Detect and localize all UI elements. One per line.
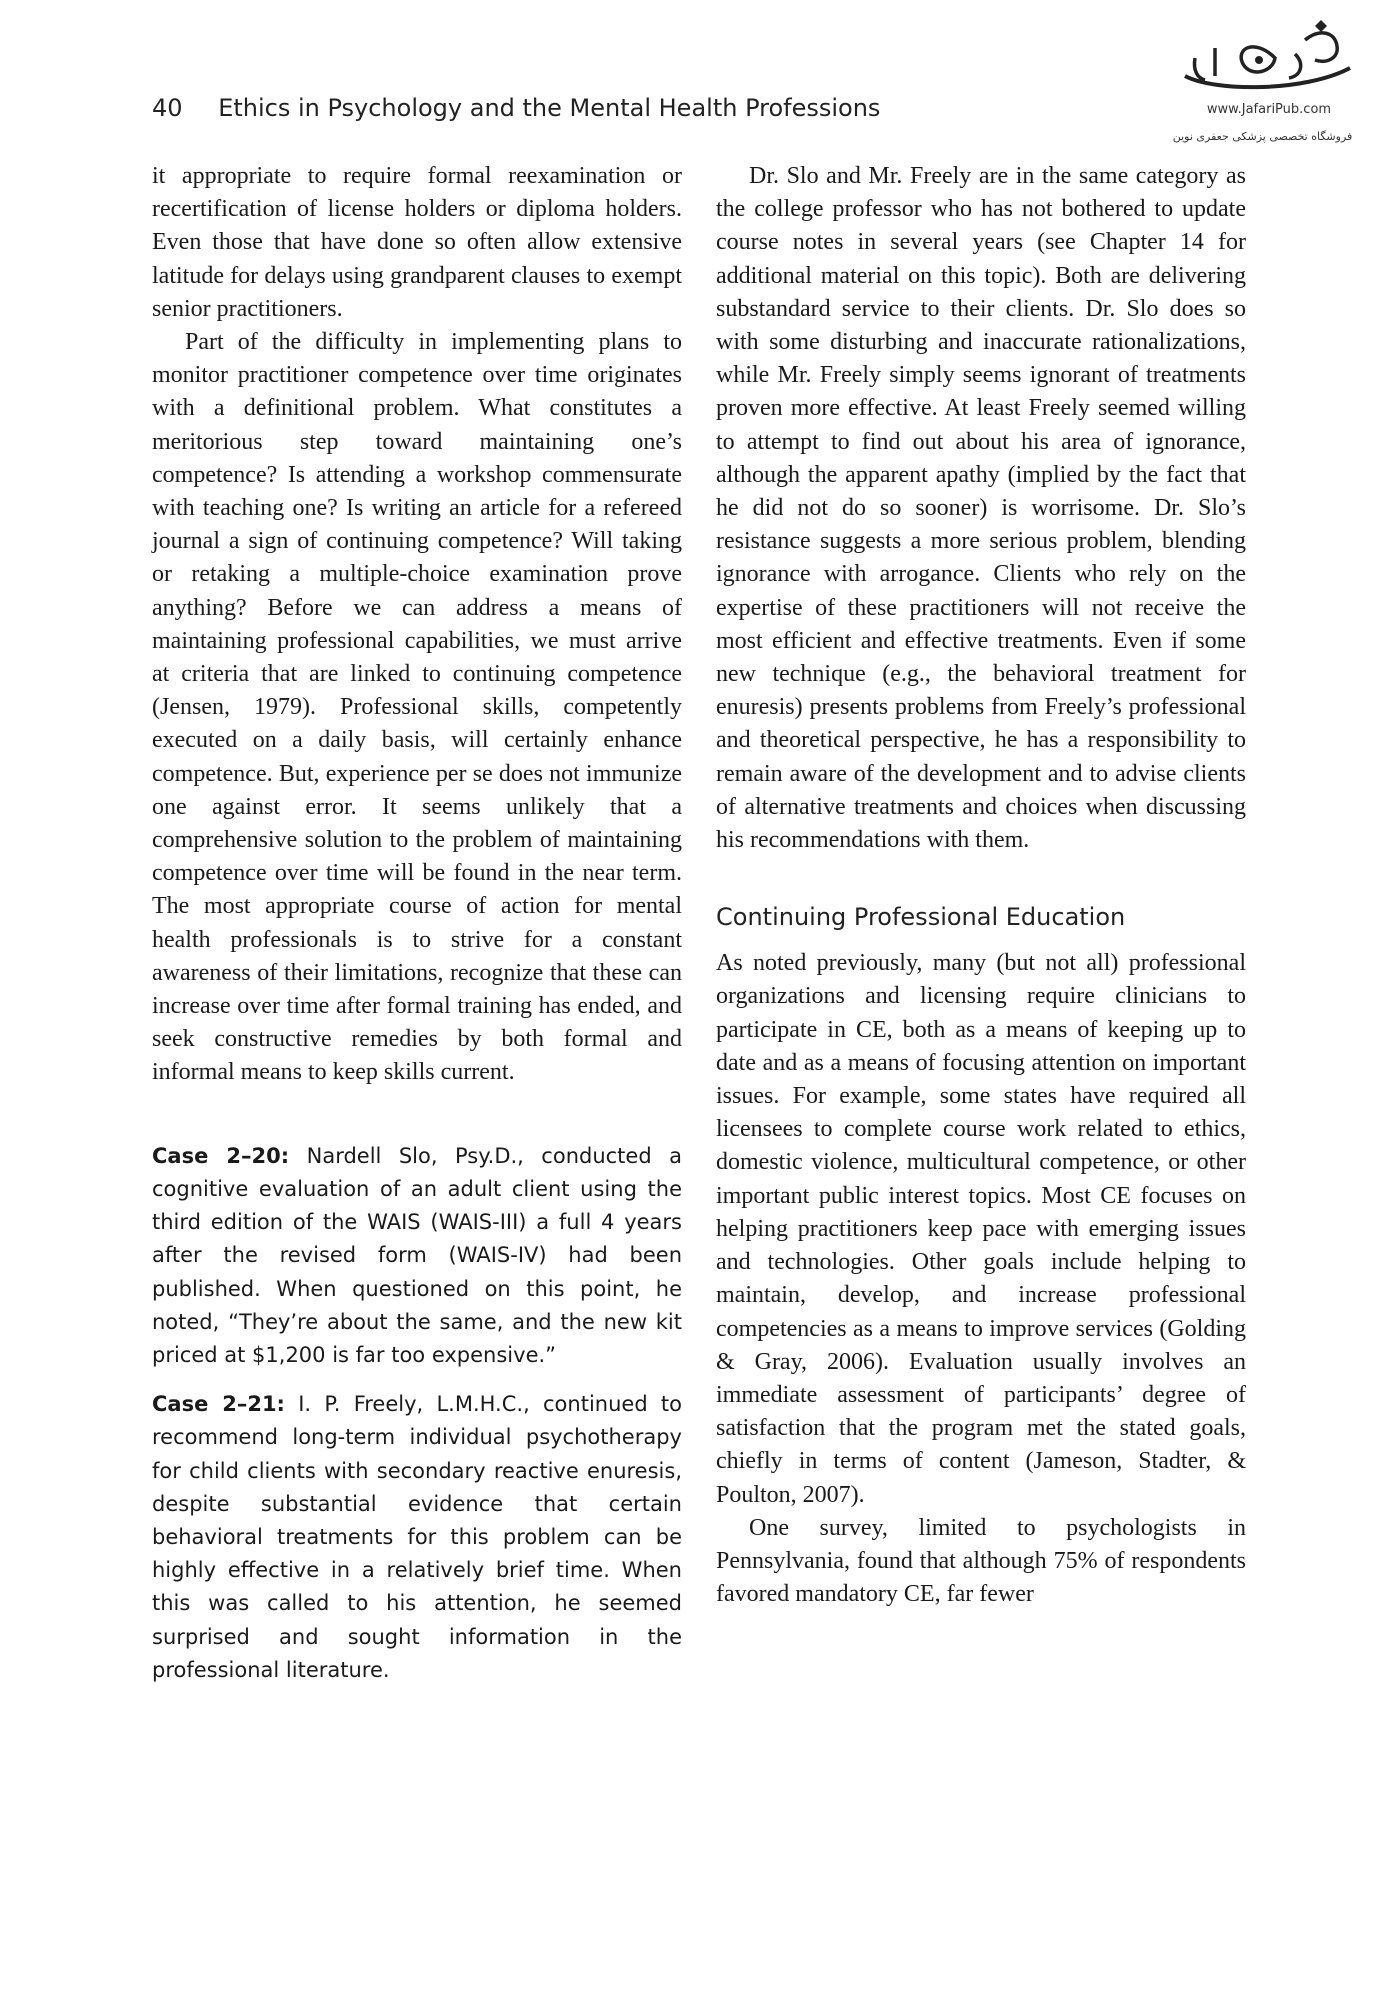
paragraph: Dr. Slo and Mr. Freely are in the same category as the college professor who has not bothered to update course notes in several years (see Chapter 14 for additional material on this topic). Both are delivering substandard service to their clients. Dr. Slo does so with some disturbing and inaccurate rationalizations, while Mr. Freely simply seems ignorant of treatments proven more effective. At least Freely seemed willing to attempt to find out about his area of ignorance, although the apparent apathy (implied by the fact that he did not do so sooner) is worrisome. Dr. Slo’s resistance suggests a more serious problem, blending ignorance with arrogance. Clients who rely on the expertise of these practitioners will not receive the most efficient and effective treatments. Even if some new technique (e.g., the behavioral treatment for enuresis) presents problems from Freely’s professional and theoretical perspective, he has a responsibility to remain aware of the development and to advise clients of alternative treatments and choices when discussing his recommendations with them. (716, 163, 1246, 854)
case-text: I. P. Freely, L.M.H.C., continued to recommend long-term individual psychotherapy for child clients with secondary reactive enuresis, despite substantial evidence that certain behavioral treatments for this problem can be highly effective in a relatively brief time. When this was called to his attention, he seemed surprised and sought information in the professional literature. (152, 1392, 682, 1682)
running-title: Ethics in Psychology and the Mental Health Professions (218, 94, 881, 122)
paragraph: One survey, limited to psychologists in Pennsylvania, found that although 75% of respondents favored mandatory CE, far fewer (716, 1514, 1246, 1608)
paragraph: As noted previously, many (but not all) professional organizations and licensing require clinicians to participate in CE, both as a means of keeping up to date and as a means of focusing attention on important issues. For example, some states have required all licensees to complete course work related to ethics, domestic violence, multicultural competence, or other important public interest topics. Most CE focuses on helping practitioners keep pace with emerging issues and technologies. Other goals include helping to maintain, develop, and increase professional competencies as a means to improve services (Golding & Gray, 2006). Evaluation usually involves an immediate assessment of participants’ degree of satisfaction that the program met the stated goals, chiefly in terms of content (Jameson, Stadter, & Poulton, 2007). (716, 950, 1246, 1508)
case-2-20 (152, 1140, 682, 1372)
publisher-website: www.JafariPub.com (1206, 102, 1332, 117)
running-header (152, 94, 880, 122)
section-heading: Continuing Professional Education (716, 903, 1126, 932)
left-column (152, 160, 682, 1703)
publisher-tagline: فروشگاه تخصصی پزشکی جعفری نوین (1172, 130, 1353, 143)
case-2-21 (152, 1388, 682, 1687)
case-label: Case 2–21: (152, 1392, 285, 1417)
case-label: Case 2–20: (152, 1143, 290, 1168)
case-text: Nardell Slo, Psy.D., conducted a cognitive evaluation of an adult client using the third edition of the WAIS (WAIS-III) a full 4 years after the revised form (WAIS-IV) had been published. When questioned on this point, he noted, “They’re about the same, and the new kit priced at $1,200 is far too expensive.” (152, 1143, 682, 1367)
paragraph: Part of the difficulty in implementing plans to monitor practitioner competence over time originates with a definitional problem. What constitutes a meritorious step toward maintaining one’s competence? Is attending a workshop commensurate with teaching one? Is writing an article for a refereed journal a sign of continuing competence? Will taking or retaking a multiple-choice examination prove anything? Before we can address a means of maintaining professional capabilities, we must arrive at criteria that are linked to continuing competence (Jensen, 1979). Professional skills, competently executed on a daily basis, will certainly enhance competence. But, experience per se does not immunize one against error. It seems unlikely that a comprehensive solution to the problem of maintaining competence over time will be found in the near term. The most appropriate course of action for mental health professionals is to strive for a constant awareness of their limitations, recognize that these can increase over time after formal training has ended, and seek constructive remedies by both formal and informal means to keep skills current. (152, 329, 682, 1086)
paragraph: it appropriate to require formal reexamination or recertification of license holders or diploma holders. Even those that have done so often allow extensive latitude for delays using grandparent clauses to exempt senior practitioners. (152, 163, 682, 322)
calligraphy-logo-icon (1155, 18, 1370, 108)
right-column (716, 160, 1246, 1611)
publisher-logo (1155, 18, 1370, 153)
page-number: 40 (152, 94, 183, 122)
